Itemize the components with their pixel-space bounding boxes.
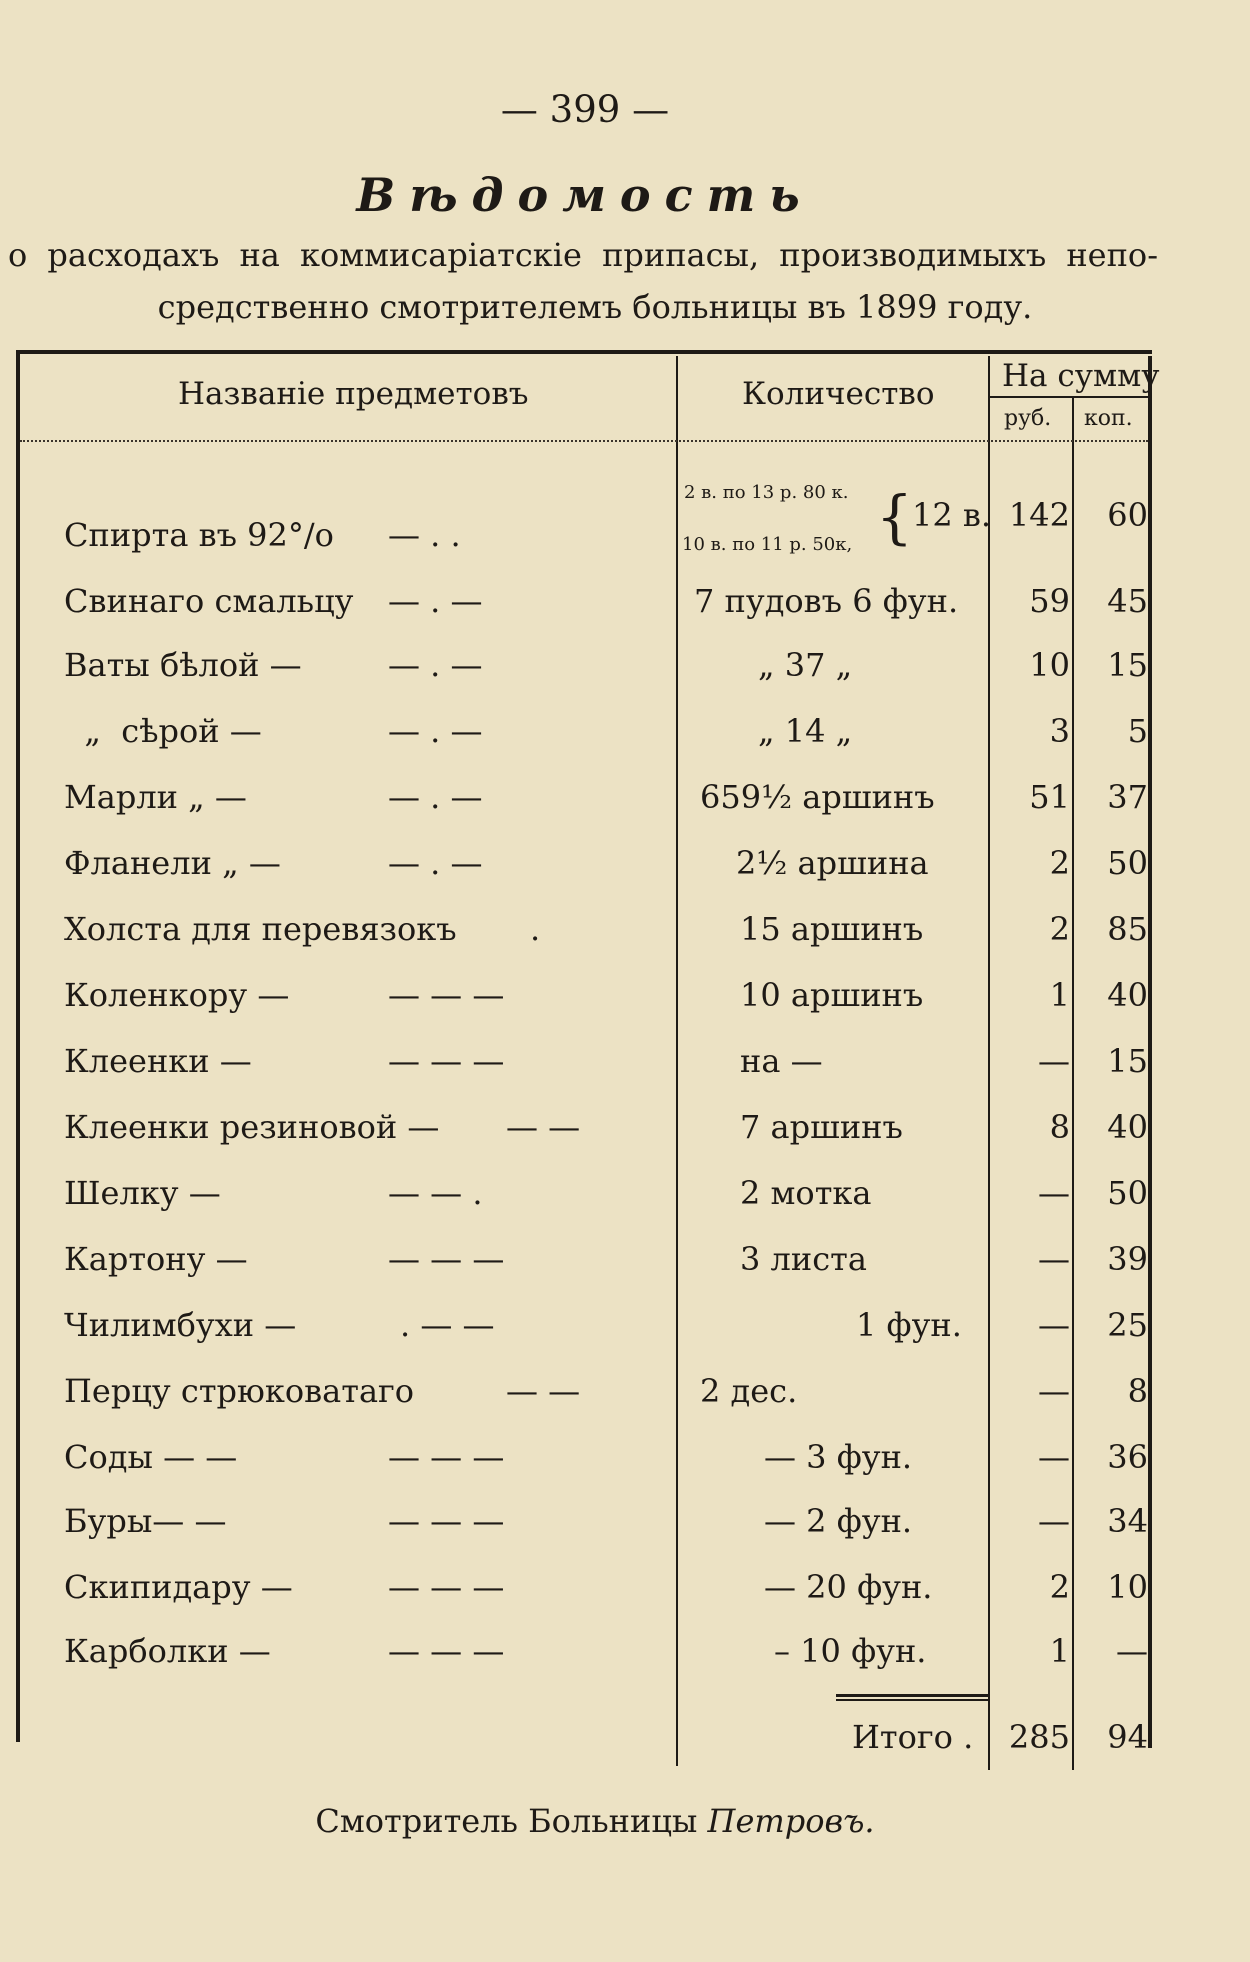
table-row-rub: 2 bbox=[1049, 910, 1070, 948]
table-row-rub: — bbox=[1038, 1372, 1070, 1410]
sum-header-underline bbox=[990, 396, 1150, 398]
subtitle-line-2: средственно смотрителемъ больницы въ 1899 году. bbox=[157, 288, 1033, 326]
page-number: — 399 — bbox=[500, 88, 670, 131]
table-row-kop: — bbox=[1116, 1632, 1148, 1670]
table-row-quantity: — 20 фун. bbox=[764, 1568, 933, 1606]
header-quantity: Количество bbox=[742, 376, 935, 412]
total-rule-qty-2 bbox=[836, 1699, 988, 1701]
table-row-quantity: – 10 фун. bbox=[774, 1632, 927, 1670]
table-row-kop: 45 bbox=[1107, 582, 1148, 620]
table-row-name: Фланели „ — bbox=[64, 844, 281, 882]
table-row-name: Коленкору — bbox=[64, 976, 290, 1014]
header-sum: На сумму bbox=[1002, 358, 1160, 394]
table-row-kop: 60 bbox=[1107, 496, 1148, 534]
table-row-leader: . bbox=[530, 910, 541, 948]
table-row-leader: — . — bbox=[388, 778, 483, 816]
table-row-leader: — — — bbox=[388, 1240, 505, 1278]
table-row-kop: 15 bbox=[1107, 646, 1148, 684]
table-row-kop: 39 bbox=[1107, 1240, 1148, 1278]
table-row-quantity: 10 аршинъ bbox=[740, 976, 924, 1014]
table-row-quantity: 2 дес. bbox=[700, 1372, 798, 1410]
table-row-leader: . — — bbox=[400, 1306, 495, 1344]
table-row-name: Ваты бѣлой — bbox=[64, 646, 302, 684]
table-row-kop: 50 bbox=[1107, 1174, 1148, 1212]
table-row-leader: — — bbox=[506, 1372, 581, 1410]
footer-text: Смотритель Больницы bbox=[315, 1802, 698, 1840]
table-row-rub: 10 bbox=[1029, 646, 1070, 684]
header-rub: руб. bbox=[1004, 406, 1052, 431]
table-row-kop: 50 bbox=[1107, 844, 1148, 882]
table-row-name: Скипидару — bbox=[64, 1568, 293, 1606]
table-row-name: Буры— — bbox=[64, 1502, 227, 1540]
table-row-rub: 142 bbox=[1008, 496, 1070, 534]
table-row-name: Марли „ — bbox=[64, 778, 247, 816]
spirit-detail-line-2: 10 в. по 11 р. 50к, bbox=[682, 534, 853, 555]
table-left-border bbox=[16, 350, 20, 1742]
table-row-kop: 85 bbox=[1107, 910, 1148, 948]
table-row-quantity: на — bbox=[740, 1042, 823, 1080]
column-divider-name-qty bbox=[676, 356, 678, 1766]
table-row-rub: 2 bbox=[1049, 1568, 1070, 1606]
table-row-kop: 37 bbox=[1107, 778, 1148, 816]
table-row-rub: 8 bbox=[1049, 1108, 1070, 1146]
subtitle-line-1: о расходахъ на коммисаріатскіе припасы, производимыхъ непо- bbox=[8, 236, 1158, 274]
header-kop: коп. bbox=[1084, 406, 1133, 431]
table-row-rub: — bbox=[1038, 1502, 1070, 1540]
table-row-rub: 1 bbox=[1049, 1632, 1070, 1670]
table-row-kop: 40 bbox=[1107, 1108, 1148, 1146]
table-row-quantity: — 2 фун. bbox=[764, 1502, 913, 1540]
table-row-quantity: — 3 фун. bbox=[764, 1438, 913, 1476]
table-row-rub: — bbox=[1038, 1438, 1070, 1476]
table-row-quantity: 7 пудовъ 6 фун. bbox=[694, 582, 959, 620]
footer-signature-line bbox=[0, 1802, 1190, 1840]
table-row-leader: — . — bbox=[388, 712, 483, 750]
spirit-brace: { bbox=[876, 483, 913, 551]
table-row-rub: 51 bbox=[1029, 778, 1070, 816]
table-row-rub: 59 bbox=[1029, 582, 1070, 620]
table-row-quantity: 2½ аршина bbox=[736, 844, 929, 882]
table-row-name: Свинаго смальцу bbox=[64, 582, 354, 620]
document-title: Вѣдомость bbox=[356, 168, 814, 222]
table-row-name: Соды — — bbox=[64, 1438, 238, 1476]
table-row-name: Карболки — bbox=[64, 1632, 271, 1670]
table-row-name: Чилимбухи — bbox=[64, 1306, 297, 1344]
signature-name: Петровъ. bbox=[707, 1802, 875, 1840]
total-label: Итого . bbox=[852, 1718, 974, 1756]
table-row-name: Холста для перевязокъ bbox=[64, 910, 457, 948]
table-row-name: Клеенки резиновой — bbox=[64, 1108, 440, 1146]
spirit-total: 12 в. bbox=[912, 496, 992, 534]
table-row-leader: — . — bbox=[388, 844, 483, 882]
table-row-leader: — — — bbox=[388, 1438, 505, 1476]
header-name: Названіе предметовъ bbox=[178, 376, 529, 412]
table-row-name: Картону — bbox=[64, 1240, 248, 1278]
table-row-kop: 36 bbox=[1107, 1438, 1148, 1476]
table-row-leader: — — — bbox=[388, 1568, 505, 1606]
table-row-name: Перцу стрюковатаго bbox=[64, 1372, 415, 1410]
table-row-kop: 15 bbox=[1107, 1042, 1148, 1080]
table-row-rub: 1 bbox=[1049, 976, 1070, 1014]
table-row-quantity: 659½ аршинъ bbox=[700, 778, 935, 816]
table-row-rub: 3 bbox=[1049, 712, 1070, 750]
spirit-detail-line-1: 2 в. по 13 р. 80 к. bbox=[684, 482, 849, 503]
table-row-name: „ сѣрой — bbox=[64, 712, 262, 750]
table-row-leader: — . — bbox=[388, 646, 483, 684]
table-row-leader: — . — bbox=[388, 582, 483, 620]
table-top-border bbox=[16, 350, 1152, 354]
table-row-kop: 34 bbox=[1107, 1502, 1148, 1540]
table-row-rub: — bbox=[1038, 1240, 1070, 1278]
table-row-leader: — — — bbox=[388, 1042, 505, 1080]
table-row-leader: — — bbox=[506, 1108, 581, 1146]
table-row-name: Спирта въ 92°/o bbox=[64, 516, 334, 554]
total-rule-qty bbox=[836, 1694, 988, 1697]
table-row-rub: — bbox=[1038, 1174, 1070, 1212]
total-kop: 94 bbox=[1107, 1718, 1148, 1756]
table-row-rub: — bbox=[1038, 1306, 1070, 1344]
table-row-leader: — — — bbox=[388, 1632, 505, 1670]
table-row-quantity: 2 мотка bbox=[740, 1174, 872, 1212]
table-row-kop: 5 bbox=[1127, 712, 1148, 750]
table-row-quantity: „ 14 „ bbox=[758, 712, 853, 750]
table-row-kop: 40 bbox=[1107, 976, 1148, 1014]
table-row-quantity: 15 аршинъ bbox=[740, 910, 924, 948]
table-row-kop: 10 bbox=[1107, 1568, 1148, 1606]
table-row-kop: 8 bbox=[1127, 1372, 1148, 1410]
table-row-name: Шелку — bbox=[64, 1174, 221, 1212]
table-right-border bbox=[1148, 356, 1152, 1748]
table-row-kop: 25 bbox=[1107, 1306, 1148, 1344]
table-row-quantity: 1 фун. bbox=[856, 1306, 962, 1344]
table-row-quantity: 3 листа bbox=[740, 1240, 867, 1278]
total-rub: 285 bbox=[1008, 1718, 1070, 1756]
table-row-leader: — — . bbox=[388, 1174, 483, 1212]
table-row-leader: — — — bbox=[388, 976, 505, 1014]
table-row-quantity: 7 аршинъ bbox=[740, 1108, 903, 1146]
table-row-name: Клеенки — bbox=[64, 1042, 252, 1080]
header-separator bbox=[20, 440, 1148, 442]
table-row-rub: 2 bbox=[1049, 844, 1070, 882]
table-row-rub: — bbox=[1038, 1042, 1070, 1080]
table-row-leader: — — — bbox=[388, 1502, 505, 1540]
table-row-quantity: „ 37 „ bbox=[758, 646, 853, 684]
table-row-leader: — . . bbox=[388, 516, 461, 554]
